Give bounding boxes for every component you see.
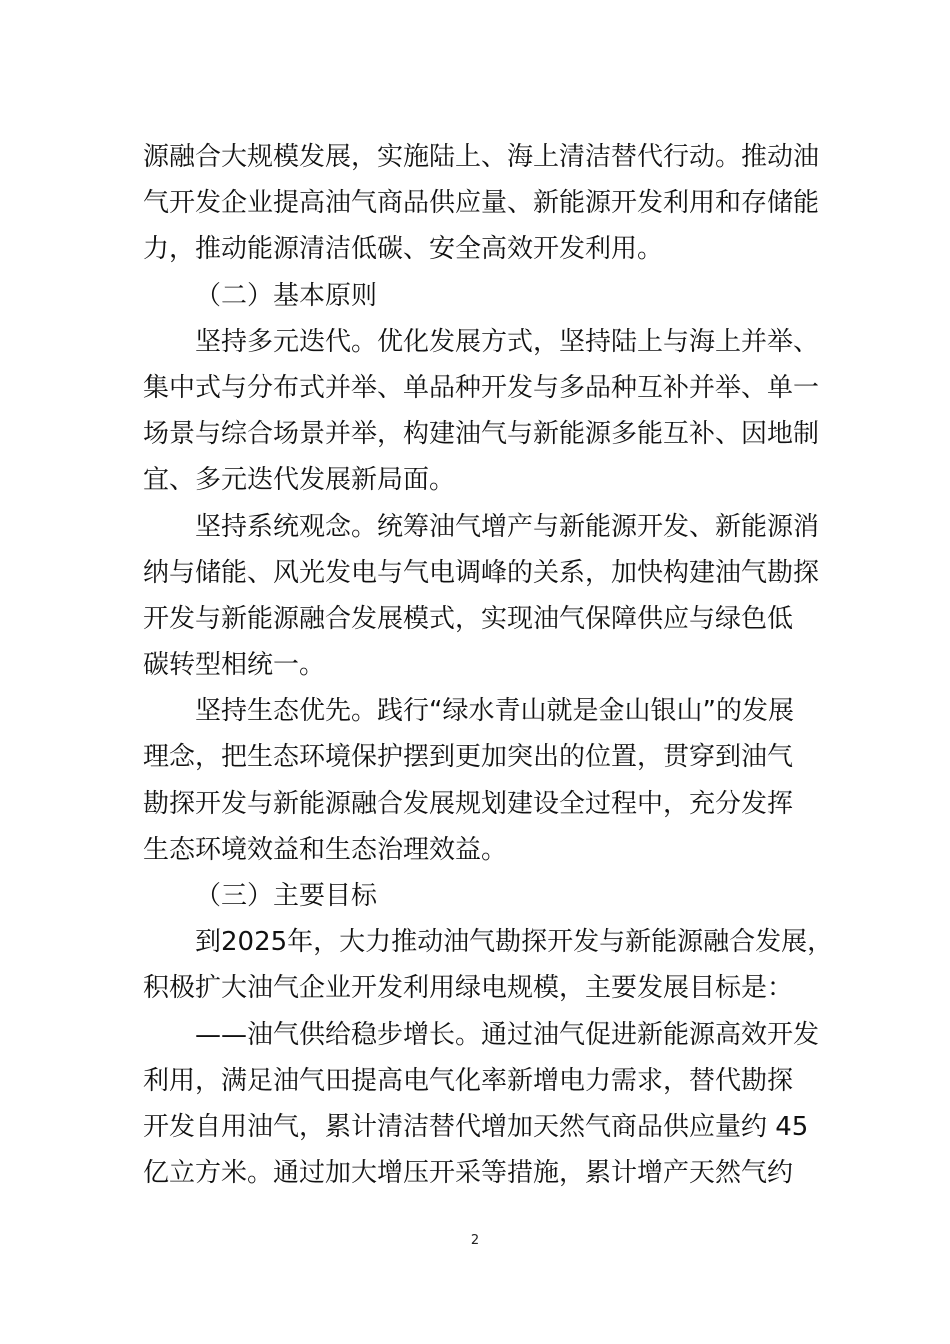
text-line: 开发与新能源融合发展模式，实现油气保障供应与绿色低 [143, 603, 794, 634]
paragraph-heading-main-targets [143, 873, 813, 919]
text-line: （二）基本原则 [195, 280, 378, 311]
paragraph-heading-basic-principles [143, 273, 813, 319]
text-line: 集中式与分布式并举、单品种开发与多品种互补并举、单一 [143, 372, 820, 403]
paragraph-principle-systems-thinking [143, 504, 820, 689]
text-line: 宜、多元迭代发展新局面。 [143, 465, 456, 496]
text-line: ——油气供给稳步增长。通过油气促进新能源高效开发 [195, 1019, 820, 1050]
text-line: 到2025年，大力推动油气勘探开发与新能源融合发展， [195, 927, 834, 958]
text-line: 场景与综合场景并举，构建油气与新能源多能互补、因地制 [143, 419, 820, 450]
text-line: 源融合大规模发展，实施陆上、海上清洁替代行动。推动油 [143, 142, 820, 172]
text-line: 积极扩大油气企业开发利用绿电规模，主要发展目标是： [143, 973, 794, 1004]
paragraph-intro-continuation [143, 134, 820, 273]
text-line: 纳与储能、风光发电与气电调峰的关系，加快构建油气勘探 [143, 557, 820, 588]
page-number: 2 [470, 1233, 480, 1248]
text-line: 理念，把生态环境保护摆到更加突出的位置，贯穿到油气 [143, 742, 794, 773]
text-line: 开发自用油气，累计清洁替代增加天然气商品供应量约 45 [143, 1111, 809, 1142]
text-line: （三）主要目标 [195, 881, 378, 911]
text-line: 碳转型相统一。 [143, 650, 326, 681]
text-line: 气开发企业提高油气商品供应量、新能源开发利用和存储能 [143, 188, 820, 219]
text-line: 力，推动能源清洁低碳、安全高效开发利用。 [143, 234, 664, 265]
paragraph-targets-intro [143, 919, 834, 1011]
text-line: 勘探开发与新能源融合发展规划建设全过程中，充分发挥 [143, 788, 794, 819]
paragraph-principle-diversified-iteration [143, 319, 820, 504]
paragraph-principle-ecology-first [143, 688, 813, 873]
paragraph-target-oil-gas-supply [143, 1012, 820, 1197]
text-line: 利用，满足油气田提高电气化率新增电力需求，替代勘探 [143, 1065, 794, 1096]
text-line: 坚持系统观念。统筹油气增产与新能源开发、新能源消 [195, 511, 820, 542]
text-line: 坚持生态优先。践行“绿水青山就是金山银山”的发展 [195, 696, 794, 727]
text-line: 亿立方米。通过加大增压开采等措施，累计增产天然气约 [143, 1158, 794, 1189]
document-body [143, 134, 834, 1196]
text-line: 生态环境效益和生态治理效益。 [143, 834, 508, 865]
text-line: 坚持多元迭代。优化发展方式，坚持陆上与海上并举、 [195, 326, 820, 357]
